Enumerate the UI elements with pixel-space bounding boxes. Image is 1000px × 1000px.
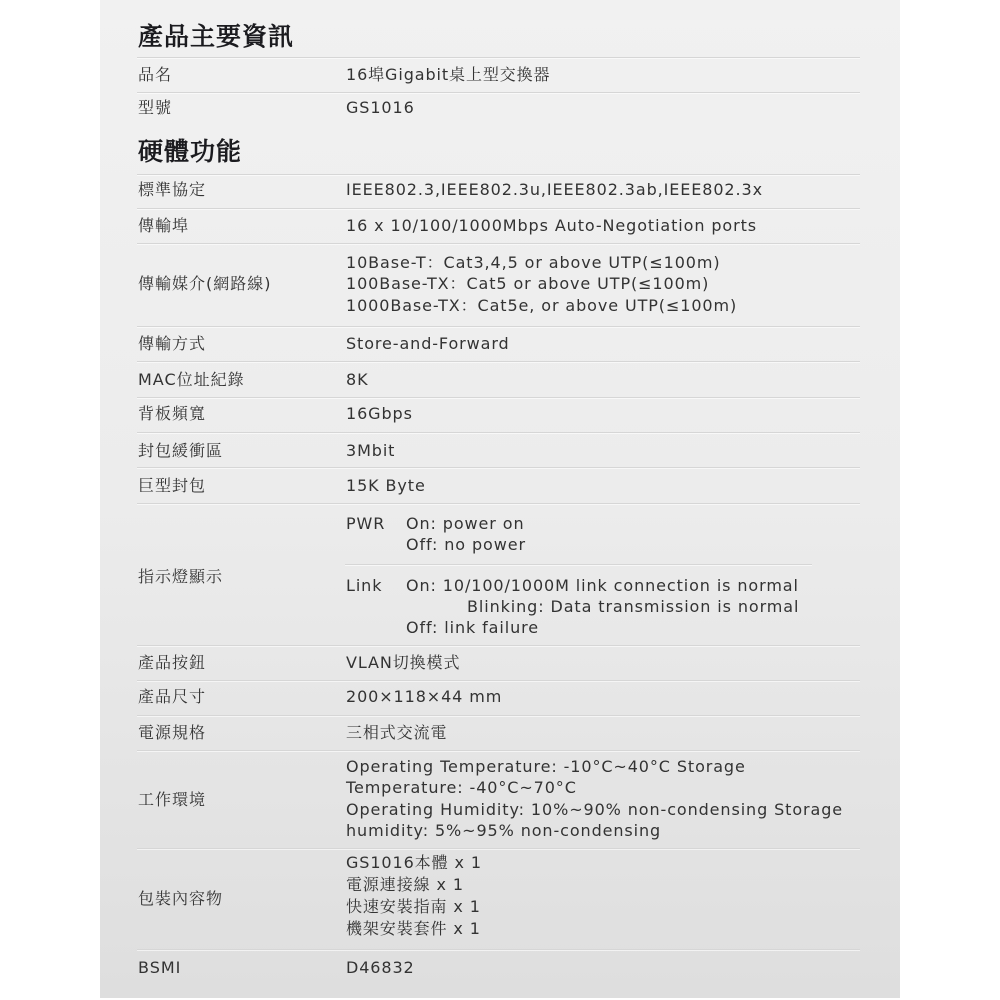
row-value-package-contents	[346, 852, 482, 940]
row-value-model: GS1016	[346, 98, 415, 117]
indicator-line: Off: link failure	[406, 618, 539, 637]
section-title-main-info: 產品主要資訊	[138, 22, 295, 51]
divider	[137, 361, 860, 362]
divider	[137, 467, 860, 468]
environment-line: Operating Temperature: -10°C~40°C Storage	[346, 757, 746, 776]
environment-line: Temperature: -40°C~70°C	[346, 778, 577, 798]
row-label-model: 型號	[138, 98, 173, 117]
environment-line: humidity: 5%~95% non-condensing	[346, 820, 662, 840]
row-label-buffer: 封包緩衝區	[138, 441, 224, 460]
divider	[137, 949, 860, 950]
media-line: 100Base-TX：Cat5 or above UTP(≤100m)	[346, 274, 710, 294]
indicator-divider	[345, 564, 812, 565]
row-label-dimensions: 產品尺寸	[138, 687, 207, 706]
row-value-bsmi: D46832	[346, 958, 415, 977]
divider	[137, 715, 860, 716]
row-label-ports: 傳輸埠	[138, 216, 190, 235]
environment-line: Operating Humidity: 10%~90% non-condensing Storage	[346, 799, 844, 819]
divider	[137, 208, 860, 209]
row-value-buffer: 3Mbit	[346, 441, 396, 460]
indicator-key-link: Link	[346, 576, 383, 595]
section-title-hardware: 硬體功能	[138, 137, 243, 166]
indicator-line: On: power on	[406, 514, 525, 533]
spec-panel	[100, 0, 900, 998]
divider	[137, 243, 860, 244]
row-label-mac-table: MAC位址紀錄	[138, 370, 245, 389]
row-value-jumbo-frame: 15K Byte	[346, 476, 426, 495]
row-value-product-name: 16埠Gigabit桌上型交換器	[346, 65, 551, 84]
indicator-line: On: 10/100/1000M link connection is normal	[406, 576, 799, 595]
indicator-line: Blinking: Data transmission is normal	[467, 597, 800, 616]
row-label-media: 傳輸媒介(網路線)	[138, 274, 272, 293]
divider	[137, 848, 860, 849]
divider	[137, 645, 860, 646]
indicator-key-pwr: PWR	[346, 514, 386, 533]
row-label-standards: 標準協定	[138, 180, 207, 199]
row-value-environment	[346, 756, 843, 841]
row-label-jumbo-frame: 巨型封包	[138, 476, 207, 495]
divider	[137, 397, 860, 398]
package-item: 機架安裝套件 x 1	[346, 919, 481, 938]
row-label-product-name: 品名	[138, 65, 173, 84]
indicator-desc-pwr	[406, 513, 526, 555]
indicator-desc-link	[406, 575, 799, 638]
divider	[137, 57, 860, 58]
row-label-indicators: 指示燈顯示	[138, 567, 224, 586]
row-label-package-contents: 包裝內容物	[138, 889, 224, 908]
package-item: GS1016本體 x 1	[346, 853, 482, 872]
divider	[137, 174, 860, 175]
row-value-ports: 16 x 10/100/1000Mbps Auto-Negotiation ports	[346, 216, 758, 235]
divider	[137, 432, 860, 433]
row-label-power: 電源規格	[138, 723, 207, 742]
divider	[137, 750, 860, 751]
divider	[137, 326, 860, 327]
divider	[137, 92, 860, 93]
row-label-transfer-method: 傳輸方式	[138, 334, 207, 353]
row-label-environment: 工作環境	[138, 790, 207, 809]
media-line: 10Base-T：Cat3,4,5 or above UTP(≤100m)	[346, 253, 721, 272]
divider	[137, 680, 860, 681]
row-label-bsmi: BSMI	[138, 958, 182, 977]
media-line: 1000Base-TX：Cat5e, or above UTP(≤100m)	[346, 295, 738, 315]
row-value-media	[346, 252, 737, 316]
package-item: 電源連接線 x 1	[346, 875, 464, 894]
row-value-mac-table: 8K	[346, 370, 369, 389]
row-value-dimensions: 200×118×44 mm	[346, 687, 503, 706]
row-label-backplane: 背板頻寬	[138, 404, 207, 423]
row-value-backplane: 16Gbps	[346, 404, 413, 423]
row-value-transfer-method: Store-and-Forward	[346, 334, 510, 353]
indicator-line: Off: no power	[406, 535, 526, 554]
package-item: 快速安裝指南 x 1	[346, 897, 481, 916]
divider	[137, 503, 860, 504]
row-value-button: VLAN切換模式	[346, 653, 461, 672]
row-label-button: 產品按鈕	[138, 653, 207, 672]
row-value-standards: IEEE802.3,IEEE802.3u,IEEE802.3ab,IEEE802.3x	[346, 180, 763, 199]
row-value-power: 三相式交流電	[346, 723, 448, 742]
